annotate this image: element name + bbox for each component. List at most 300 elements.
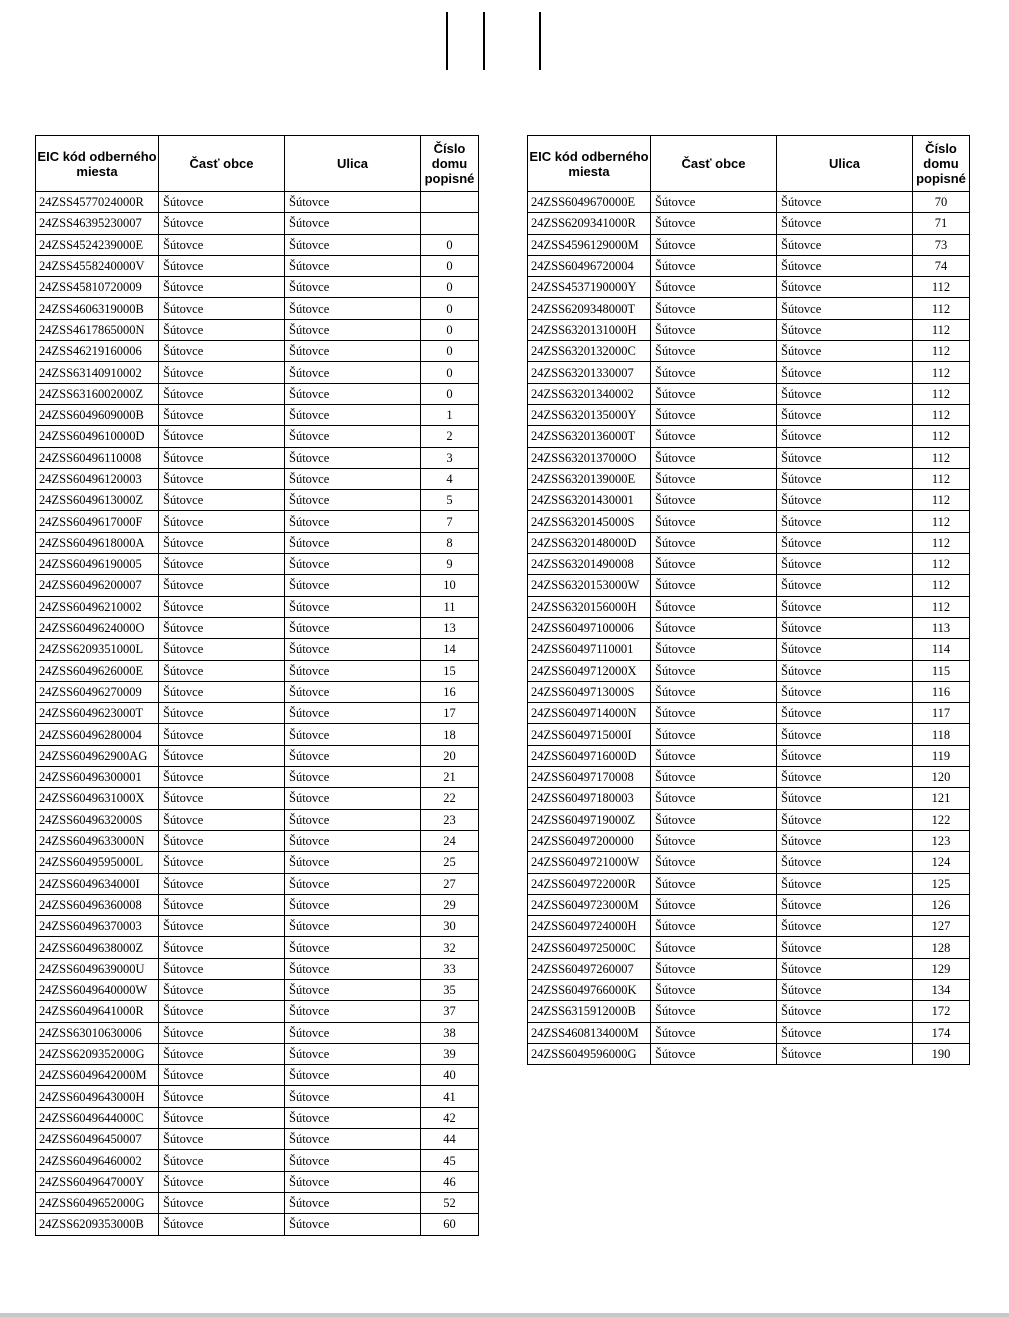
eic-code-cell: 24ZSS6049610000D <box>36 426 159 447</box>
table-row <box>36 916 479 937</box>
street-cell: Šútovce <box>285 937 421 958</box>
part-cell: Šútovce <box>651 873 777 894</box>
table-row <box>36 596 479 617</box>
part-cell: Šútovce <box>651 468 777 489</box>
part-cell: Šútovce <box>159 596 285 617</box>
house-number-cell: 112 <box>913 404 970 425</box>
part-cell: Šútovce <box>651 404 777 425</box>
eic-code-cell: 24ZSS6209348000T <box>528 298 651 319</box>
street-cell: Šútovce <box>777 724 913 745</box>
eic-code-cell: 24ZSS60496300001 <box>36 767 159 788</box>
table-row <box>36 383 479 404</box>
table-row <box>528 894 970 915</box>
table-row <box>36 1022 479 1043</box>
table-row <box>36 852 479 873</box>
part-cell: Šútovce <box>651 767 777 788</box>
part-cell: Šútovce <box>159 511 285 532</box>
header-mark-1 <box>446 12 448 70</box>
part-cell: Šútovce <box>159 277 285 298</box>
eic-code-cell: 24ZSS6209341000R <box>528 213 651 234</box>
table-row <box>528 703 970 724</box>
house-number-cell: 122 <box>913 809 970 830</box>
house-number-cell: 7 <box>421 511 479 532</box>
house-number-cell: 18 <box>421 724 479 745</box>
street-cell: Šútovce <box>777 362 913 383</box>
eic-code-cell: 24ZSS63201490008 <box>528 554 651 575</box>
house-number-cell: 112 <box>913 575 970 596</box>
part-cell: Šútovce <box>159 383 285 404</box>
table-row <box>36 958 479 979</box>
eic-code-cell: 24ZSS6209353000B <box>36 1214 159 1235</box>
house-number-cell <box>421 213 479 234</box>
eic-code-cell: 24ZSS6049642000M <box>36 1065 159 1086</box>
street-cell: Šútovce <box>285 724 421 745</box>
street-cell: Šútovce <box>285 639 421 660</box>
eic-code-cell: 24ZSS604962900AG <box>36 745 159 766</box>
eic-code-cell: 24ZSS6320136000T <box>528 426 651 447</box>
table-row <box>528 767 970 788</box>
table-row <box>528 277 970 298</box>
part-cell: Šútovce <box>651 894 777 915</box>
part-cell: Šútovce <box>159 192 285 213</box>
eic-code-cell: 24ZSS6049766000K <box>528 979 651 1000</box>
page-bottom-divider <box>0 1313 1009 1317</box>
table-row <box>528 298 970 319</box>
street-cell: Šútovce <box>285 362 421 383</box>
street-cell: Šútovce <box>285 319 421 340</box>
street-cell: Šútovce <box>285 490 421 511</box>
table-row <box>36 447 479 468</box>
eic-code-cell: 24ZSS63140910002 <box>36 362 159 383</box>
eic-code-cell: 24ZSS60496120003 <box>36 468 159 489</box>
street-cell: Šútovce <box>777 788 913 809</box>
right-table-header <box>528 136 970 192</box>
eic-code-cell: 24ZSS6049618000A <box>36 532 159 553</box>
house-number-cell: 39 <box>421 1043 479 1064</box>
street-cell: Šútovce <box>777 617 913 638</box>
eic-code-cell: 24ZSS6049713000S <box>528 681 651 702</box>
street-cell: Šútovce <box>777 916 913 937</box>
street-cell: Šútovce <box>285 767 421 788</box>
street-cell: Šútovce <box>777 490 913 511</box>
table-row <box>36 1192 479 1213</box>
street-cell: Šútovce <box>777 681 913 702</box>
eic-code-cell: 24ZSS60496370003 <box>36 916 159 937</box>
street-cell: Šútovce <box>777 554 913 575</box>
table-row <box>528 1022 970 1043</box>
eic-code-cell: 24ZSS6049714000N <box>528 703 651 724</box>
part-cell: Šútovce <box>159 1171 285 1192</box>
house-number-cell: 112 <box>913 362 970 383</box>
house-number-cell: 52 <box>421 1192 479 1213</box>
eic-code-cell: 24ZSS6049712000X <box>528 660 651 681</box>
house-number-cell: 117 <box>913 703 970 724</box>
table-row <box>528 1043 970 1064</box>
house-number-cell: 71 <box>913 213 970 234</box>
eic-code-cell: 24ZSS6049596000G <box>528 1043 651 1064</box>
street-cell: Šútovce <box>777 447 913 468</box>
part-cell: Šútovce <box>651 639 777 660</box>
table-row <box>528 213 970 234</box>
street-cell: Šútovce <box>285 447 421 468</box>
street-cell: Šútovce <box>777 468 913 489</box>
eic-code-cell: 24ZSS60496360008 <box>36 894 159 915</box>
part-cell: Šútovce <box>651 255 777 276</box>
eic-code-cell: 24ZSS60497170008 <box>528 767 651 788</box>
house-number-cell: 22 <box>421 788 479 809</box>
table-row <box>36 426 479 447</box>
part-cell: Šútovce <box>651 745 777 766</box>
table-row <box>528 554 970 575</box>
part-cell: Šútovce <box>159 979 285 1000</box>
house-number-cell: 174 <box>913 1022 970 1043</box>
part-cell: Šútovce <box>159 894 285 915</box>
house-number-cell: 112 <box>913 490 970 511</box>
house-number-cell: 114 <box>913 639 970 660</box>
part-cell: Šútovce <box>651 1001 777 1022</box>
part-cell: Šútovce <box>159 1214 285 1235</box>
street-cell: Šútovce <box>285 554 421 575</box>
street-cell: Šútovce <box>285 873 421 894</box>
house-number-cell: 29 <box>421 894 479 915</box>
part-cell: Šútovce <box>651 490 777 511</box>
eic-code-cell: 24ZSS6320131000H <box>528 319 651 340</box>
part-cell: Šútovce <box>159 1086 285 1107</box>
house-number-cell: 21 <box>421 767 479 788</box>
part-cell: Šútovce <box>651 192 777 213</box>
street-cell: Šútovce <box>777 873 913 894</box>
part-cell: Šútovce <box>159 447 285 468</box>
part-cell: Šútovce <box>159 213 285 234</box>
left-table <box>35 135 479 1236</box>
street-cell: Šútovce <box>777 1022 913 1043</box>
eic-code-cell: 24ZSS4524239000E <box>36 234 159 255</box>
right-table <box>527 135 970 1065</box>
table-row <box>528 362 970 383</box>
table-row <box>36 617 479 638</box>
table-row <box>528 596 970 617</box>
part-cell: Šútovce <box>651 788 777 809</box>
house-number-cell: 27 <box>421 873 479 894</box>
table-row <box>36 511 479 532</box>
header-eic-code: EIC kód odberného miesta <box>36 136 159 192</box>
eic-code-cell: 24ZSS6049613000Z <box>36 490 159 511</box>
house-number-cell: 38 <box>421 1022 479 1043</box>
house-number-cell: 35 <box>421 979 479 1000</box>
part-cell: Šútovce <box>159 873 285 894</box>
eic-code-cell: 24ZSS6049719000Z <box>528 809 651 830</box>
street-cell: Šútovce <box>285 916 421 937</box>
eic-code-cell: 24ZSS6049632000S <box>36 809 159 830</box>
table-row <box>36 660 479 681</box>
table-row <box>36 468 479 489</box>
house-number-cell: 120 <box>913 767 970 788</box>
street-cell: Šútovce <box>285 532 421 553</box>
house-number-cell: 0 <box>421 341 479 362</box>
street-cell: Šútovce <box>285 213 421 234</box>
eic-code-cell: 24ZSS4558240000V <box>36 255 159 276</box>
table-row <box>528 852 970 873</box>
table-row <box>36 213 479 234</box>
house-number-cell: 32 <box>421 937 479 958</box>
house-number-cell: 127 <box>913 916 970 937</box>
eic-code-cell: 24ZSS6049644000C <box>36 1107 159 1128</box>
house-number-cell: 113 <box>913 617 970 638</box>
table-row <box>528 404 970 425</box>
part-cell: Šútovce <box>159 639 285 660</box>
table-row <box>528 937 970 958</box>
eic-code-cell: 24ZSS6320145000S <box>528 511 651 532</box>
street-cell: Šútovce <box>285 660 421 681</box>
street-cell: Šútovce <box>285 894 421 915</box>
part-cell: Šútovce <box>651 830 777 851</box>
eic-code-cell: 24ZSS6049670000E <box>528 192 651 213</box>
eic-code-cell: 24ZSS6049641000R <box>36 1001 159 1022</box>
table-row <box>528 319 970 340</box>
table-row <box>528 490 970 511</box>
street-cell: Šútovce <box>777 1043 913 1064</box>
part-cell: Šútovce <box>159 767 285 788</box>
header-part: Časť obce <box>159 136 285 192</box>
street-cell: Šútovce <box>777 575 913 596</box>
left-table-header <box>36 136 479 192</box>
part-cell: Šútovce <box>159 830 285 851</box>
part-cell: Šútovce <box>651 511 777 532</box>
street-cell: Šútovce <box>777 298 913 319</box>
street-cell: Šútovce <box>285 1043 421 1064</box>
street-cell: Šútovce <box>285 1107 421 1128</box>
eic-code-cell: 24ZSS6049639000U <box>36 958 159 979</box>
table-row <box>528 1001 970 1022</box>
table-row <box>36 554 479 575</box>
table-row <box>36 575 479 596</box>
part-cell: Šútovce <box>651 426 777 447</box>
house-number-cell: 0 <box>421 319 479 340</box>
eic-code-cell: 24ZSS63201340002 <box>528 383 651 404</box>
house-number-cell: 112 <box>913 596 970 617</box>
part-cell: Šútovce <box>651 532 777 553</box>
eic-code-cell: 24ZSS4606319000B <box>36 298 159 319</box>
header-eic-code: EIC kód odberného miesta <box>528 136 651 192</box>
eic-code-cell: 24ZSS6049721000W <box>528 852 651 873</box>
table-row <box>36 703 479 724</box>
house-number-cell: 0 <box>421 362 479 383</box>
table-row <box>36 490 479 511</box>
part-cell: Šútovce <box>651 979 777 1000</box>
table-row <box>528 916 970 937</box>
table-row <box>528 724 970 745</box>
eic-code-cell: 24ZSS60496450007 <box>36 1129 159 1150</box>
street-cell: Šútovce <box>777 426 913 447</box>
eic-code-cell: 24ZSS6049633000N <box>36 830 159 851</box>
part-cell: Šútovce <box>651 958 777 979</box>
street-cell: Šútovce <box>285 681 421 702</box>
table-row <box>36 362 479 383</box>
table-row <box>36 937 479 958</box>
eic-code-cell: 24ZSS6049716000D <box>528 745 651 766</box>
house-number-cell: 0 <box>421 383 479 404</box>
part-cell: Šútovce <box>159 1129 285 1150</box>
house-number-cell: 0 <box>421 277 479 298</box>
header-house-number: Číslo domu popisné <box>421 136 479 192</box>
table-row <box>36 1086 479 1107</box>
house-number-cell: 8 <box>421 532 479 553</box>
part-cell: Šútovce <box>159 916 285 937</box>
street-cell: Šútovce <box>285 575 421 596</box>
street-cell: Šútovce <box>777 319 913 340</box>
eic-code-cell: 24ZSS6049725000C <box>528 937 651 958</box>
eic-code-cell: 24ZSS6320135000Y <box>528 404 651 425</box>
house-number-cell: 1 <box>421 404 479 425</box>
part-cell: Šútovce <box>159 724 285 745</box>
eic-code-cell: 24ZSS46219160006 <box>36 341 159 362</box>
eic-code-cell: 24ZSS60497180003 <box>528 788 651 809</box>
eic-code-cell: 24ZSS6049617000F <box>36 511 159 532</box>
eic-code-cell: 24ZSS60496280004 <box>36 724 159 745</box>
house-number-cell: 3 <box>421 447 479 468</box>
street-cell: Šútovce <box>777 937 913 958</box>
street-cell: Šútovce <box>777 979 913 1000</box>
eic-code-cell: 24ZSS6316002000Z <box>36 383 159 404</box>
table-row <box>36 298 479 319</box>
eic-code-cell: 24ZSS60496720004 <box>528 255 651 276</box>
part-cell: Šútovce <box>651 937 777 958</box>
part-cell: Šútovce <box>159 468 285 489</box>
street-cell: Šútovce <box>777 277 913 298</box>
part-cell: Šútovce <box>159 937 285 958</box>
street-cell: Šútovce <box>777 255 913 276</box>
table-row <box>528 234 970 255</box>
house-number-cell: 0 <box>421 234 479 255</box>
part-cell: Šútovce <box>159 575 285 596</box>
eic-code-cell: 24ZSS6049626000E <box>36 660 159 681</box>
house-number-cell: 9 <box>421 554 479 575</box>
table-row <box>36 639 479 660</box>
table-row <box>528 660 970 681</box>
header-house-number: Číslo domu popisné <box>913 136 970 192</box>
table-row <box>36 1107 479 1128</box>
street-cell: Šútovce <box>777 639 913 660</box>
table-row <box>528 617 970 638</box>
house-number-cell: 40 <box>421 1065 479 1086</box>
part-cell: Šútovce <box>159 362 285 383</box>
table-row <box>36 532 479 553</box>
house-number-cell: 124 <box>913 852 970 873</box>
house-number-cell: 112 <box>913 468 970 489</box>
table-row <box>528 575 970 596</box>
house-number-cell: 115 <box>913 660 970 681</box>
street-cell: Šútovce <box>285 255 421 276</box>
header-mark-3 <box>539 12 541 70</box>
eic-code-cell: 24ZSS60497200000 <box>528 830 651 851</box>
street-cell: Šútovce <box>777 341 913 362</box>
part-cell: Šútovce <box>651 319 777 340</box>
part-cell: Šútovce <box>159 617 285 638</box>
eic-code-cell: 24ZSS60496200007 <box>36 575 159 596</box>
table-row <box>528 341 970 362</box>
eic-code-cell: 24ZSS6049723000M <box>528 894 651 915</box>
part-cell: Šútovce <box>159 1001 285 1022</box>
eic-code-cell: 24ZSS63201330007 <box>528 362 651 383</box>
eic-code-cell: 24ZSS6049715000I <box>528 724 651 745</box>
street-cell: Šútovce <box>777 894 913 915</box>
street-cell: Šútovce <box>285 852 421 873</box>
house-number-cell: 118 <box>913 724 970 745</box>
eic-code-cell: 24ZSS6209351000L <box>36 639 159 660</box>
street-cell: Šútovce <box>777 192 913 213</box>
table-row <box>36 809 479 830</box>
table-row <box>36 745 479 766</box>
eic-code-cell: 24ZSS6049643000H <box>36 1086 159 1107</box>
house-number-cell: 129 <box>913 958 970 979</box>
part-cell: Šútovce <box>651 1022 777 1043</box>
eic-code-cell: 24ZSS6320156000H <box>528 596 651 617</box>
part-cell: Šútovce <box>651 447 777 468</box>
house-number-cell: 190 <box>913 1043 970 1064</box>
house-number-cell: 0 <box>421 255 479 276</box>
eic-code-cell: 24ZSS6315912000B <box>528 1001 651 1022</box>
house-number-cell: 128 <box>913 937 970 958</box>
street-cell: Šútovce <box>285 703 421 724</box>
street-cell: Šútovce <box>285 1214 421 1235</box>
eic-code-cell: 24ZSS6049722000R <box>528 873 651 894</box>
table-row <box>528 383 970 404</box>
eic-code-cell: 24ZSS4608134000M <box>528 1022 651 1043</box>
eic-code-cell: 24ZSS4577024000R <box>36 192 159 213</box>
house-number-cell: 74 <box>913 255 970 276</box>
street-cell: Šútovce <box>285 404 421 425</box>
table-row <box>36 1001 479 1022</box>
house-number-cell: 134 <box>913 979 970 1000</box>
part-cell: Šútovce <box>159 426 285 447</box>
part-cell: Šútovce <box>159 1022 285 1043</box>
eic-code-cell: 24ZSS4537190000Y <box>528 277 651 298</box>
table-row <box>36 873 479 894</box>
street-cell: Šútovce <box>777 830 913 851</box>
eic-code-cell: 24ZSS63010630006 <box>36 1022 159 1043</box>
house-number-cell: 4 <box>421 468 479 489</box>
table-row <box>36 681 479 702</box>
street-cell: Šútovce <box>777 1001 913 1022</box>
table-row <box>36 1214 479 1235</box>
house-number-cell: 112 <box>913 341 970 362</box>
house-number-cell: 112 <box>913 277 970 298</box>
part-cell: Šútovce <box>159 660 285 681</box>
street-cell: Šútovce <box>285 1086 421 1107</box>
eic-code-cell: 24ZSS60497110001 <box>528 639 651 660</box>
house-number-cell: 45 <box>421 1150 479 1171</box>
eic-code-cell: 24ZSS6320137000O <box>528 447 651 468</box>
part-cell: Šútovce <box>159 1192 285 1213</box>
table-row <box>528 192 970 213</box>
street-cell: Šútovce <box>777 383 913 404</box>
part-cell: Šútovce <box>159 703 285 724</box>
eic-code-cell: 24ZSS6049724000H <box>528 916 651 937</box>
part-cell: Šútovce <box>651 277 777 298</box>
house-number-cell: 112 <box>913 554 970 575</box>
header-part: Časť obce <box>651 136 777 192</box>
part-cell: Šútovce <box>651 575 777 596</box>
house-number-cell: 60 <box>421 1214 479 1235</box>
house-number-cell: 23 <box>421 809 479 830</box>
house-number-cell: 24 <box>421 830 479 851</box>
street-cell: Šútovce <box>285 1192 421 1213</box>
part-cell: Šútovce <box>651 852 777 873</box>
part-cell: Šútovce <box>651 383 777 404</box>
house-number-cell: 119 <box>913 745 970 766</box>
part-cell: Šútovce <box>159 404 285 425</box>
eic-code-cell: 24ZSS60497260007 <box>528 958 651 979</box>
